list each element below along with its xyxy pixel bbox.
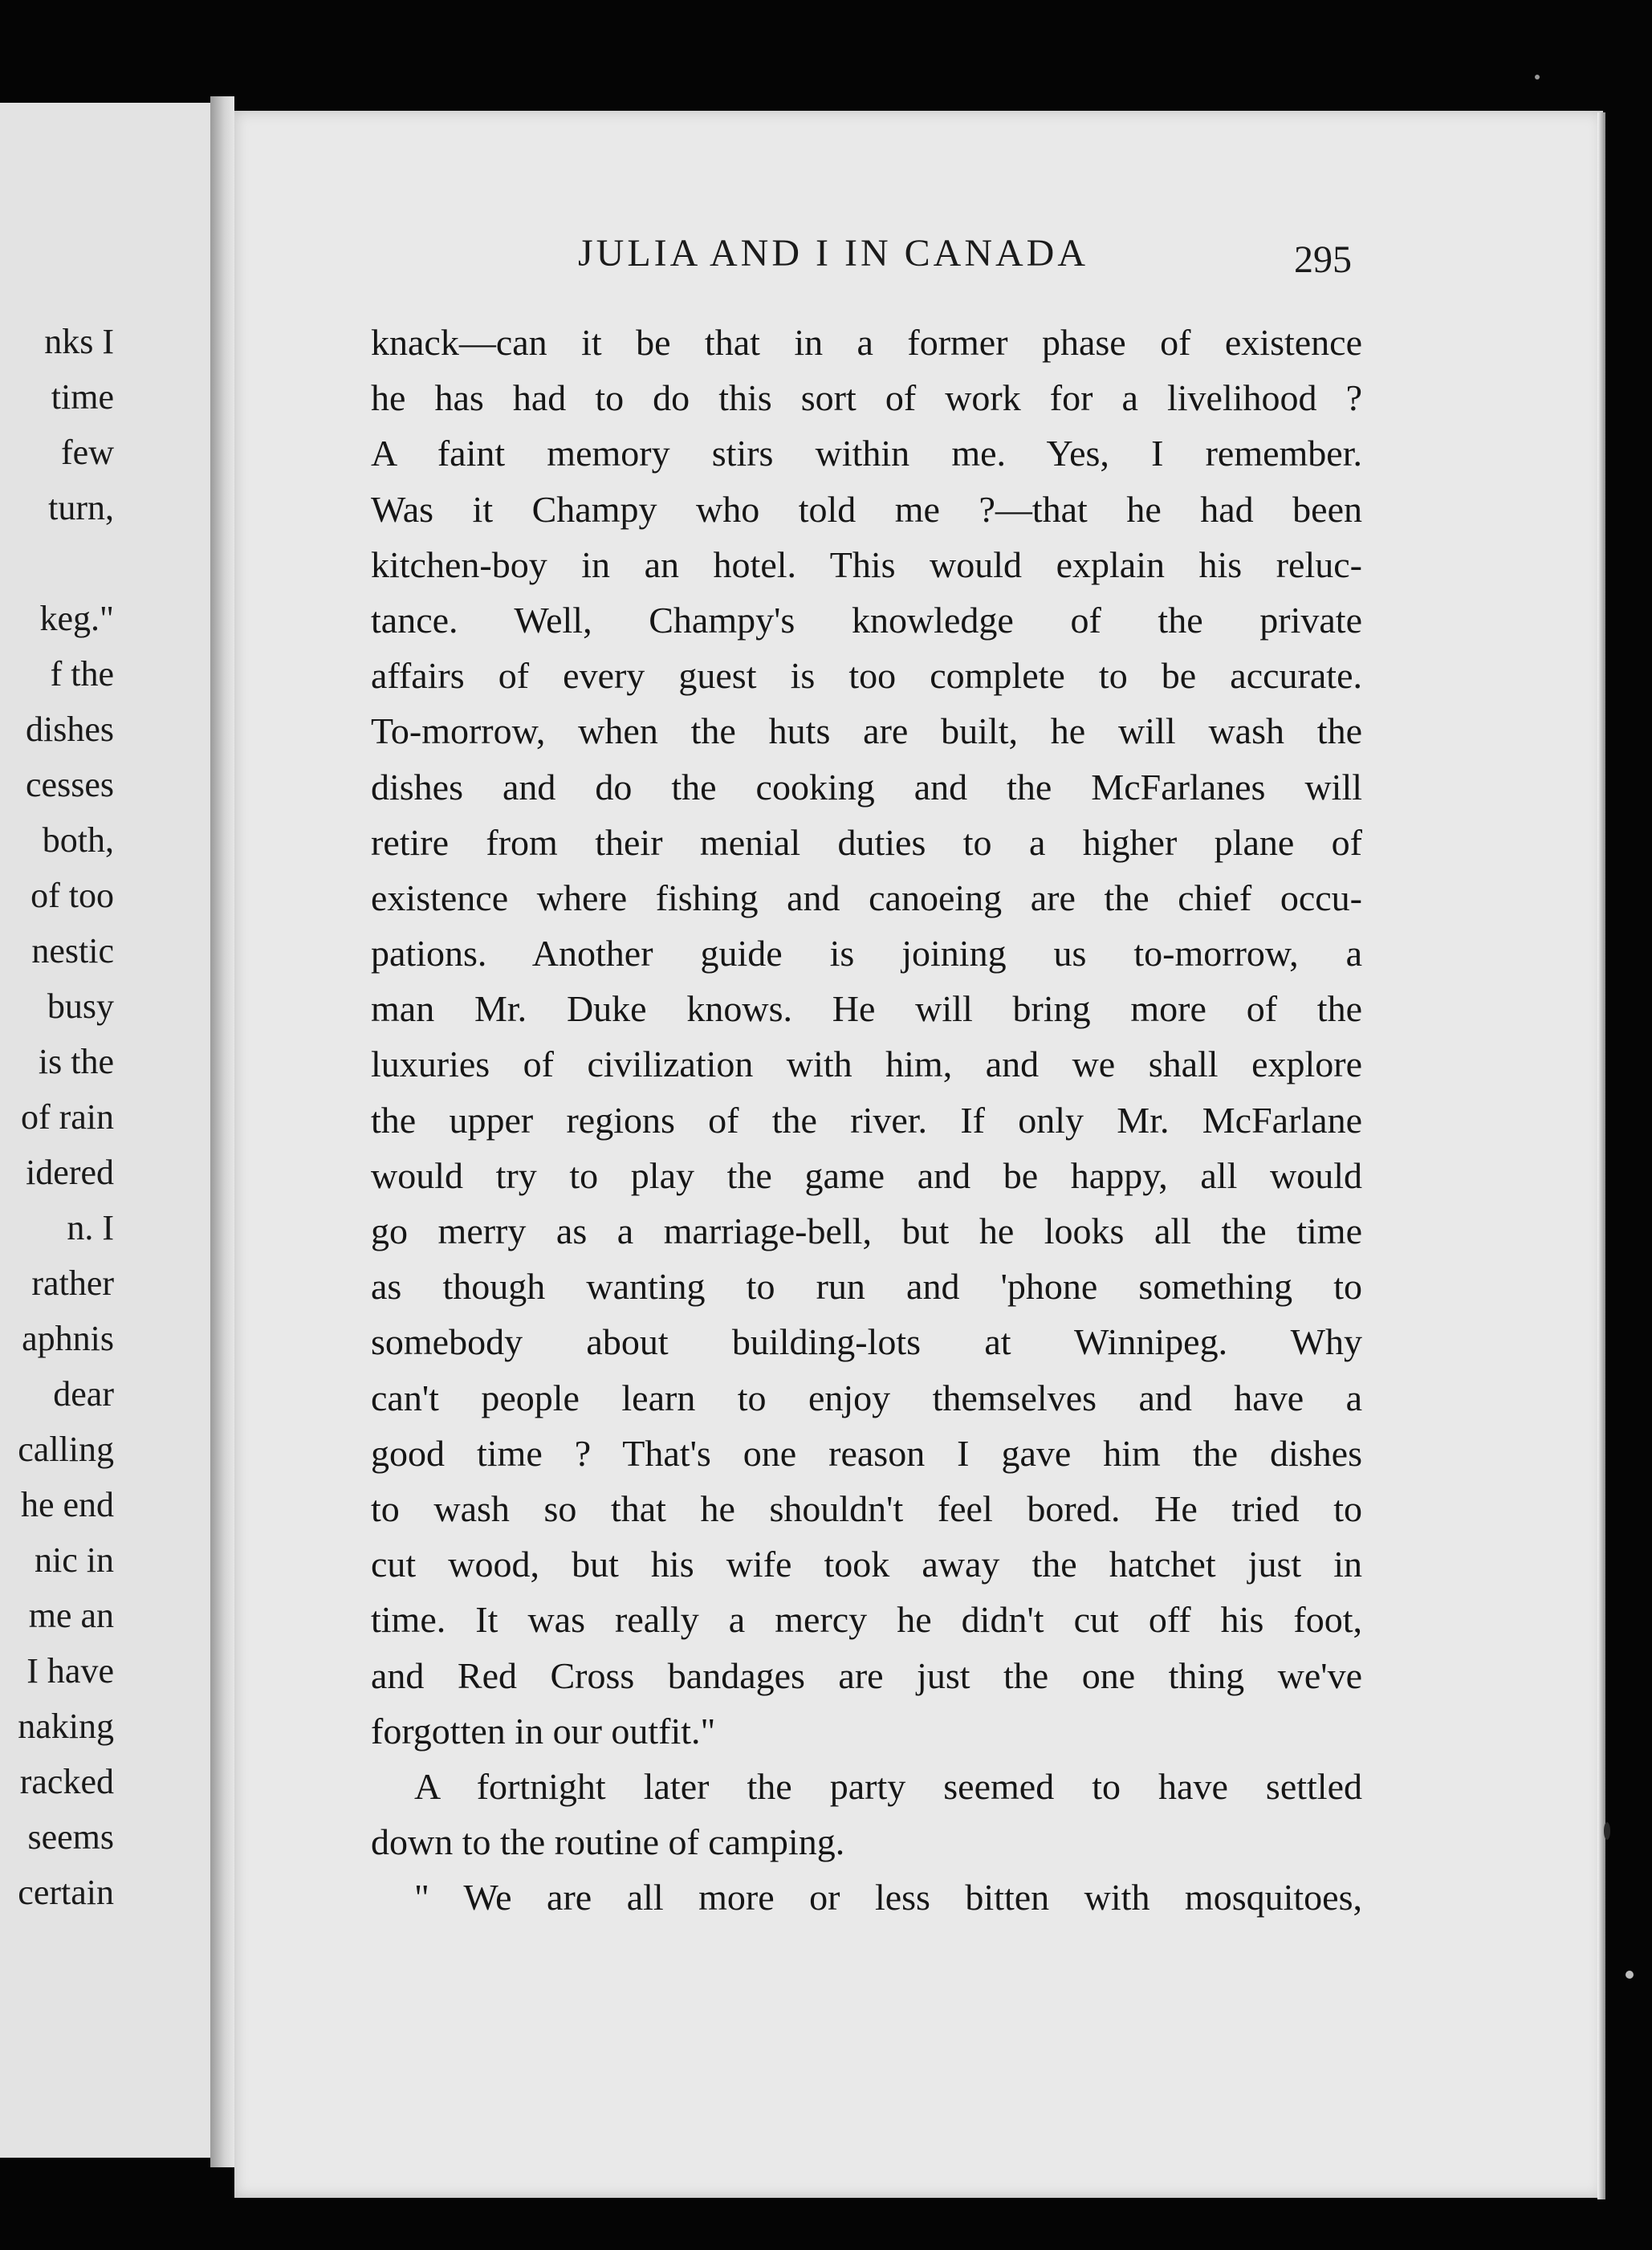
left-page-line: nic in xyxy=(35,1540,114,1580)
text-line: down to the routine of camping. xyxy=(371,1821,845,1863)
text-line: good time ? That's one reason I gave him the dishes xyxy=(371,1432,1362,1474)
left-page-line: f the xyxy=(50,654,114,694)
left-page-line: dear xyxy=(53,1374,114,1414)
left-page-line: busy xyxy=(47,987,114,1026)
left-page-line: naking xyxy=(18,1707,114,1746)
text-line: time. It was really a mercy he didn't cut off his foot, xyxy=(371,1599,1362,1641)
paragraph-start-line: A fortnight later the party seemed to have settled xyxy=(414,1765,1362,1807)
text-line: kitchen-boy in an hotel. This would explain his reluc- xyxy=(371,543,1362,585)
left-page-line: few xyxy=(61,433,114,472)
text-line: knack—can it be that in a former phase of existence xyxy=(371,322,1362,363)
scan-speck xyxy=(1604,1822,1610,1840)
page-number: 295 xyxy=(1294,238,1352,281)
paragraph-start-line: " We are all more or less bitten with mosquitoes, xyxy=(414,1877,1362,1918)
text-line: would try to play the game and be happy, all would xyxy=(371,1154,1362,1196)
text-line: pations. Another guide is joining us to-morrow, a xyxy=(371,933,1362,974)
left-page-line: seems xyxy=(27,1817,114,1857)
left-page-line: nks I xyxy=(44,322,114,361)
left-page-line: me an xyxy=(28,1596,114,1635)
text-line: to wash so that he shouldn't feel bored. He tried to xyxy=(371,1487,1362,1529)
left-page-line: is the xyxy=(38,1042,114,1081)
text-line: and Red Cross bandages are just the one thing we've xyxy=(371,1654,1362,1696)
book-gutter xyxy=(210,96,234,2167)
left-page-line: rather xyxy=(31,1263,114,1303)
text-line: Was it Champy who told me ?—that he had been xyxy=(371,488,1362,530)
left-page-line: turn, xyxy=(48,488,114,527)
text-line: the upper regions of the river. If only Mr. McFarlane xyxy=(371,1099,1362,1141)
text-line: tance. Well, Champy's knowledge of the private xyxy=(371,599,1362,641)
left-page-line: both, xyxy=(42,820,114,860)
left-page-line: calling xyxy=(18,1430,114,1469)
page-body-text xyxy=(371,315,1362,1925)
text-line: dishes and do the cooking and the McFarlanes will xyxy=(371,766,1362,808)
left-page-line: of rain xyxy=(20,1097,114,1137)
text-line: somebody about building-lots at Winnipeg. Why xyxy=(371,1321,1362,1363)
left-page-line: time xyxy=(51,377,114,417)
left-page-line: certain xyxy=(18,1873,114,1912)
text-line: luxuries of civilization with him, and we shall explore xyxy=(371,1044,1362,1085)
text-line: A faint memory stirs within me. Yes, I remember. xyxy=(371,433,1362,474)
left-page-line: n. I xyxy=(67,1208,114,1247)
left-page-line: idered xyxy=(26,1153,114,1192)
text-line: man Mr. Duke knows. He will bring more of the xyxy=(371,988,1362,1030)
text-line: he has had to do this sort of work for a livelihood ? xyxy=(371,377,1362,419)
text-line: retire from their menial duties to a higher plane of xyxy=(371,821,1362,863)
left-page-line: racked xyxy=(19,1762,114,1801)
left-page-line: nestic xyxy=(31,931,114,970)
text-line: as though wanting to run and 'phone something to xyxy=(371,1266,1362,1308)
page-edge xyxy=(1597,112,1605,2199)
left-page-line: he end xyxy=(20,1485,114,1524)
text-line: forgotten in our outfit." xyxy=(371,1710,716,1752)
scan-speck xyxy=(1535,75,1540,79)
text-line: can't people learn to enjoy themselves and have a xyxy=(371,1377,1362,1418)
text-line: existence where fishing and canoeing are the chief occu- xyxy=(371,877,1362,918)
left-page-line: I have xyxy=(26,1651,114,1691)
left-page-line: cesses xyxy=(26,765,114,804)
text-line: go merry as a marriage-bell, but he looks all the time xyxy=(371,1210,1362,1251)
text-line: affairs of every guest is too complete to be accurate. xyxy=(371,655,1362,697)
left-page-line: aphnis xyxy=(22,1319,114,1358)
left-page-line: dishes xyxy=(26,710,114,749)
running-title: JULIA AND I IN CANADA xyxy=(578,232,1088,275)
left-page-line: keg." xyxy=(39,599,114,638)
text-line: To-morrow, when the huts are built, he will wash the xyxy=(371,710,1362,752)
left-facing-page xyxy=(0,103,210,2158)
text-line: cut wood, but his wife took away the hatchet just in xyxy=(371,1544,1362,1585)
left-page-line: of too xyxy=(31,876,114,915)
scan-speck xyxy=(1626,1971,1634,1979)
